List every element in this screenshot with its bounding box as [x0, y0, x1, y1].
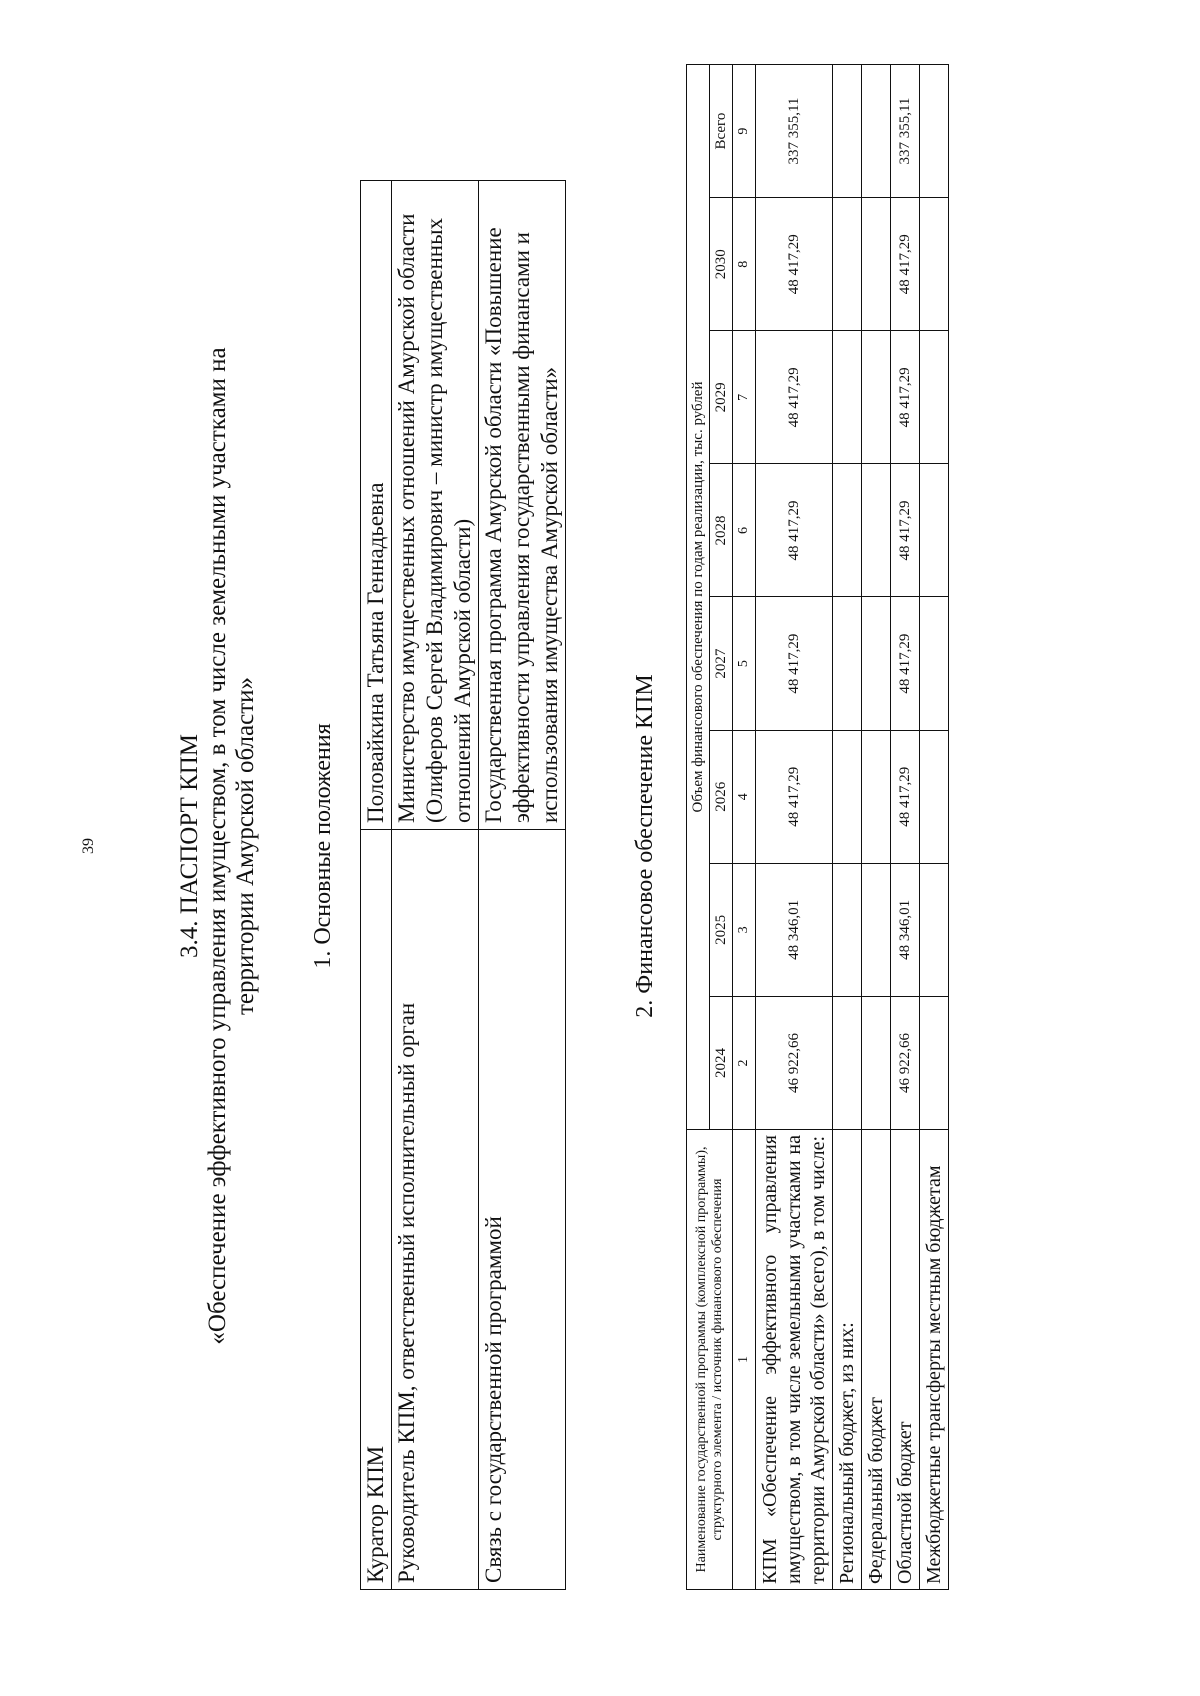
row-name: Региональный бюджет, из них: [833, 1130, 862, 1590]
financial-provision-table [686, 64, 949, 1590]
row-name: Федеральный бюджет [862, 1130, 891, 1590]
table-row [361, 181, 392, 1590]
row-value: 48 346,01 [756, 863, 833, 996]
row-value [833, 863, 862, 996]
table-row [833, 65, 862, 1590]
row-value [920, 996, 949, 1129]
row-value: 48 417,29 [756, 464, 833, 597]
column-index: 1 [733, 1130, 756, 1590]
column-index: 7 [733, 331, 756, 464]
row-value [862, 464, 891, 597]
header-name: Наименование государственной программы (комплексной программы), структурного элемента / источник финансового обеспечения [687, 1130, 733, 1590]
provision-label: Связь с государственной программой [479, 830, 566, 1590]
provision-label: Руководитель КПМ, ответственный исполнительный орган [392, 830, 479, 1590]
row-value [862, 198, 891, 331]
year-header: 2026 [710, 730, 733, 863]
row-value: 48 417,29 [756, 198, 833, 331]
provision-value: Половайкина Татьяна Геннадьевна [361, 181, 392, 830]
column-index: 6 [733, 464, 756, 597]
table-row [392, 181, 479, 1590]
table-row [891, 65, 920, 1590]
title-line-2: «Обеспечение эффективного управления имуществом, в том числе земельными участками на [204, 347, 231, 1345]
row-value [862, 597, 891, 730]
row-value [862, 996, 891, 1129]
row-value [862, 863, 891, 996]
row-value: 46 922,66 [756, 996, 833, 1129]
row-value [862, 730, 891, 863]
row-value [833, 730, 862, 863]
column-index: 2 [733, 996, 756, 1129]
title-line-1: 3.4. ПАСПОРТ КПМ [176, 733, 203, 959]
row-value [833, 198, 862, 331]
row-value: 48 417,29 [756, 730, 833, 863]
row-total [833, 65, 862, 198]
row-value: 46 922,66 [891, 996, 920, 1129]
column-index: 3 [733, 863, 756, 996]
header-volume: Объем финансового обеспечения по годам реализации, тыс. рублей [687, 65, 710, 1130]
table-row [862, 65, 891, 1590]
row-name: КПМ «Обеспечение эффективного управления имуществом, в том числе земельными участками на территории Амурской области» (всего), в том числе: [756, 1130, 833, 1590]
row-value [833, 464, 862, 597]
row-value: 48 417,29 [891, 331, 920, 464]
row-value [920, 863, 949, 996]
row-value [833, 597, 862, 730]
table-row [756, 65, 833, 1590]
row-value [920, 597, 949, 730]
year-header: 2025 [710, 863, 733, 996]
row-name: Межбюджетные трансферты местным бюджетам [920, 1130, 949, 1590]
column-index: 5 [733, 597, 756, 730]
year-header: 2030 [710, 198, 733, 331]
provision-label: Куратор КПМ [361, 830, 392, 1590]
provision-value: Государственная программа Амурской области «Повышение эффективности управления государственными финансами и использования имущества Амурской области» [479, 181, 566, 830]
row-value: 48 417,29 [756, 597, 833, 730]
column-index: 9 [733, 65, 756, 198]
row-total [862, 65, 891, 198]
year-header: 2029 [710, 331, 733, 464]
row-total: 337 355,11 [891, 65, 920, 198]
row-value [920, 331, 949, 464]
row-value: 48 417,29 [756, 331, 833, 464]
year-header: 2027 [710, 597, 733, 730]
section-1-heading: 1. Основные положения [310, 723, 336, 969]
index-row [733, 65, 756, 1590]
row-value [833, 331, 862, 464]
header-row [687, 65, 710, 1590]
row-value [920, 198, 949, 331]
page-number: 39 [80, 838, 97, 854]
table-row [920, 65, 949, 1590]
row-value [920, 730, 949, 863]
year-header: 2024 [710, 996, 733, 1129]
column-index: 4 [733, 730, 756, 863]
row-value: 48 417,29 [891, 464, 920, 597]
passport-title [176, 296, 260, 1396]
row-value [833, 996, 862, 1129]
row-value: 48 417,29 [891, 730, 920, 863]
row-value [862, 331, 891, 464]
table-row [479, 181, 566, 1590]
row-total: 337 355,11 [756, 65, 833, 198]
provision-value: Министерство имущественных отношений Амурской области (Олиферов Сергей Владимирович – министр имущественных отношений Амурской области) [392, 181, 479, 830]
total-header: Всего [710, 65, 733, 198]
section-2-heading: 2. Финансовое обеспечение КПМ [632, 674, 658, 1018]
column-index: 8 [733, 198, 756, 331]
row-value: 48 417,29 [891, 597, 920, 730]
basic-provisions-table [360, 180, 566, 1590]
row-value: 48 346,01 [891, 863, 920, 996]
row-value: 48 417,29 [891, 198, 920, 331]
row-name: Областной бюджет [891, 1130, 920, 1590]
title-line-3: территории Амурской области» [232, 676, 259, 1016]
row-total [920, 65, 949, 198]
year-header: 2028 [710, 464, 733, 597]
row-value [920, 464, 949, 597]
